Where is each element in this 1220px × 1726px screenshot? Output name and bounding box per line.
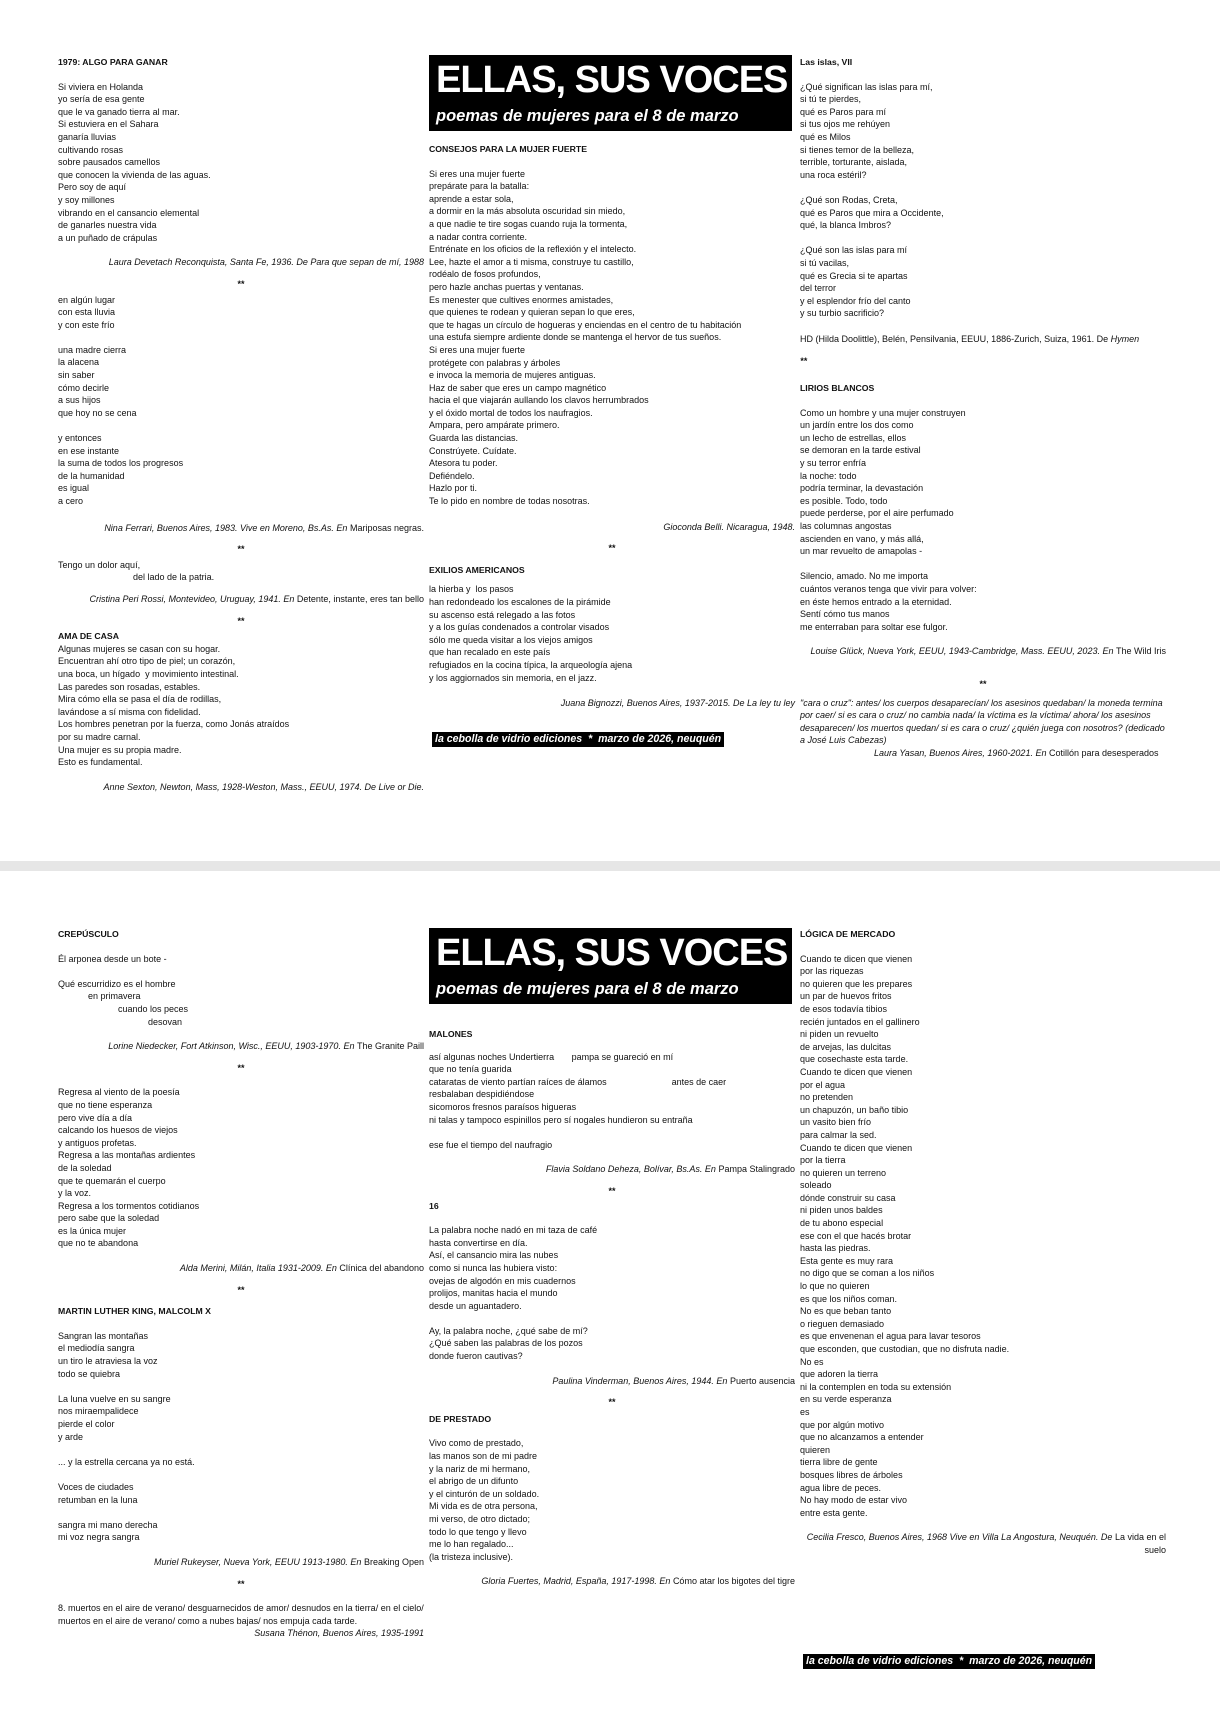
poem-title: 1979: ALGO PARA GANAR bbox=[58, 57, 168, 67]
page2-column-3 bbox=[800, 928, 1169, 1557]
poem-text: así algunas noches Undertierra pampa se guareció en mí que no tenía guarida cataratas de viento partían raíces de álamos antes de caer resbalaban despidiéndose sicomoros fresnos paraísos higueras ni talas y tampoco espinillos pero sí nogales hundieron su entraña ese fue el tiempo del naufragio bbox=[429, 1051, 727, 1150]
poem-title: MARTIN LUTHER KING, MALCOLM X bbox=[58, 1306, 211, 1317]
poem-text: la hierba y los pasos han redondeado los escalones de la pirámide su ascenso está relegado a las fotos y a los guías condenados a controlar visados sólo me queda visitar a los viejos amigos que han recalado en este país refugiados en la cocina típica, la arqueología ajena y los aggiornados sin memoria, en el jazz. bbox=[429, 584, 633, 683]
poem-text: Como un hombre y una mujer construyen un jardín entre los dos como un lecho de estrellas, ellos se demoran en la tarde estival y su terror enfría la noche: todo podría terminar, la devastación es posible. Todo, todo puede perderse, por el aire perfumado las columnas angostas ascienden en vano, y más allá, un mar revuelto de amapolas - Silencio, amado. No me importa cuántos veranos tenga que vivir para volver: en éste hemos entrado a la eternidad. Sentí cómo tus manos me enterraban para soltar ese fulgor. bbox=[800, 407, 977, 632]
poem-title: Las islas, VII bbox=[800, 57, 853, 67]
separator: ** bbox=[237, 544, 245, 555]
work-title: Breaking Open bbox=[363, 1556, 424, 1567]
poem-citation: Laura Devetach Reconquista, Santa Fe, 1936. De Para que sepan de mí, 1988 bbox=[108, 257, 424, 268]
page2-column-1 bbox=[58, 928, 427, 1640]
separator: ** bbox=[237, 1578, 245, 1589]
poem-text: "cara o cruz": antes/ los cuerpos desaparecían/ los asesinos quedaban/ la moneda termina por caer/ si es cara o cruz/ no cambia nada/ la víctima es la víctima/ ahora/ los asesinos desaparecen/ los muertos quedan/ si es cara o cruz/ ¿quién juega con nosotros? (dedicado a José Luis Cabezas) bbox=[800, 697, 1168, 746]
work-title: Pampa Stalingrado bbox=[718, 1164, 795, 1175]
poem-title: AMA DE CASA bbox=[58, 631, 119, 642]
poem-title: LIRIOS BLANCOS bbox=[800, 383, 875, 394]
work-title: The Granite Paill bbox=[356, 1041, 424, 1052]
masthead-title: ELLAS, SUS VOCES bbox=[436, 59, 788, 101]
poem-title: DE PRESTADO bbox=[429, 1413, 492, 1424]
poem-citation: Alda Merini, Milán, Italia 1931-2009. En Clínica del abandono bbox=[179, 1263, 424, 1274]
poem-citation: Laura Yasan, Buenos Aires, 1960-2021. En Cotillón para desesperados bbox=[874, 747, 1159, 758]
poem-citation: Lorine Niedecker, Fort Atkinson, Wisc., EEUU, 1903-1970. En The Granite Paill bbox=[108, 1041, 424, 1052]
poem-text: Sangran las montañas el mediodía sangra un tiro le atraviesa la voz todo se quiebra La luna vuelve en su sangre nos miraempalidece pierde el color y arde ... y la estrella cercana ya no está. Voces de ciudades retumban en la luna sangra mi mano derecha mi voz negra sangra bbox=[58, 1330, 195, 1543]
page1-column-3 bbox=[800, 56, 1166, 760]
masthead bbox=[429, 928, 792, 1004]
page-2 bbox=[0, 871, 1220, 1726]
poem-text: La palabra noche nadó en mi taza de café hasta convertirse en día. Así, el cansancio mira las nubes como si nunca las hubiera visto: ovejas de algodón en mis cuadernos prolijos, manitas hacia el mundo desde un aguantadero. Ay, la palabra noche, ¿qué sabe de mí? ¿Qué saben las palabras de los pozos donde fueron cautivas? bbox=[429, 1225, 598, 1362]
page1-column-2 bbox=[429, 143, 795, 710]
separator: ** bbox=[237, 1284, 245, 1295]
separator: ** bbox=[237, 1062, 245, 1073]
masthead-title: ELLAS, SUS VOCES bbox=[436, 932, 788, 974]
poem-citation: HD (Hilda Doolittle), Belén, Pensilvania, EEUU, 1886-Zurich, Suiza, 1961. De Hymen bbox=[800, 333, 1140, 344]
edition-footer: la cebolla de vidrio ediciones * marzo de 2026, neuquén bbox=[803, 1654, 1095, 1669]
separator: ** bbox=[237, 615, 245, 626]
work-title: The Wild Iris bbox=[1115, 646, 1166, 657]
separator: ** bbox=[608, 1185, 616, 1196]
poem-text: Él arponea desde un bote - Qué escurridizo es el hombre en primavera cuando los peces desovan bbox=[58, 953, 189, 1027]
edition-footer: la cebolla de vidrio ediciones * marzo de 2026, neuquén bbox=[432, 732, 724, 747]
masthead-subtitle: poemas de mujeres para el 8 de marzo bbox=[436, 980, 739, 998]
poem-citation: Anne Sexton, Newton, Mass, 1928-Weston, Mass., EEUU, 1974. De Live or Die. bbox=[103, 781, 424, 792]
work-title: Hymen bbox=[1110, 333, 1140, 344]
poem-text: Algunas mujeres se casan con su hogar. Encuentran ahí otro tipo de piel; un corazón, una boca, un hígado y movimiento intestinal. Las paredes son rosadas, estables. Mira cómo ella se pasa el día de rodillas, lavándose a sí misma con fidelidad. Los hombres penetran por la fuerza, como Jonás atraídos por su madre carnal. Una mujer es su propia madre. Esto es fundamental. bbox=[58, 643, 290, 768]
poem-title: 16 bbox=[429, 1200, 439, 1211]
poem-citation: Louise Glück, Nueva York, EEUU, 1943-Cambridge, Mass. EEUU, 2023. En The Wild Iris bbox=[810, 646, 1166, 657]
poem-text: Si viviera en Holanda yo sería de esa gente que le va ganado tierra al mar. Si estuviera en el Sahara ganaría lluvias cultivando rosas sobre pausados camellos que conocen la vivienda de las aguas. Pero soy de aquí y soy millones vibrando en el cansancio elemental de ganarles nuestra vida a un puñado de crápulas bbox=[58, 81, 211, 243]
poem-citation: Gloria Fuertes, Madrid, España, 1917-1998. En Cómo atar los bigotes del tigre bbox=[481, 1576, 795, 1587]
poem-text: Tengo un dolor aquí, del lado de la patria. bbox=[58, 559, 215, 583]
separator: ** bbox=[979, 678, 987, 689]
poem-title: LÓGICA DE MERCADO bbox=[800, 929, 896, 939]
work-title: La vida en el suelo bbox=[1114, 1532, 1169, 1555]
poem-citation: Juana Bignozzi, Buenos Aires, 1937-2015. De La ley tu ley bbox=[560, 698, 795, 709]
poem-citation: Muriel Rukeyser, Nueva York, EEUU 1913-1980. En Breaking Open bbox=[153, 1556, 424, 1567]
poem-citation: Gioconda Belli. Nicaragua, 1948. bbox=[663, 521, 795, 532]
work-title: Mariposas negras. bbox=[349, 522, 424, 533]
masthead bbox=[429, 55, 792, 131]
work-title: Puerto ausencia bbox=[729, 1375, 795, 1386]
poem-citation: Susana Thénon, Buenos Aires, 1935-1991 bbox=[254, 1628, 424, 1639]
poem-citation: Cecilia Fresco, Buenos Aires, 1968 Vive en Villa La Angostura, Neuquén. De La vida en el suelo bbox=[806, 1532, 1169, 1555]
page-1 bbox=[0, 0, 1220, 861]
poem-text: Regresa al viento de la poesía que no tiene esperanza pero vive día a día calcando los huesos de viejos y antiguos profetas. Regresa a las montañas ardientes de la soledad que te quemarán el cuerpo y la voz. Regresa a los tormentos cotidianos pero sabe que la soledad es la única mujer que no te abandona bbox=[58, 1087, 200, 1249]
poem-citation: Nina Ferrari, Buenos Aires, 1983. Vive en Moreno, Bs.As. En Mariposas negras. bbox=[104, 522, 424, 533]
poem-title: CREPÚSCULO bbox=[58, 929, 119, 939]
page1-column-1 bbox=[58, 56, 424, 793]
poem-text: ¿Qué significan las islas para mí, si tú te pierdes, qué es Paros para mí si tus ojos me rehúyen qué es Milos si tienes temor de la belleza, terrible, torturante, aislada, una roca estéril? ¿Qué son Rodas, Creta, qué es Paros que mira a Occidente, qué, la blanca Imbros? ¿Qué son las islas para mí si tú vacilas, qué es Grecia si te apartas del terror y el esplendor frío del canto y su turbio sacrificio? bbox=[800, 81, 944, 319]
poem-text: Si eres una mujer fuerte prepárate para la batalla: aprende a estar sola, a dormir en la más absoluta oscuridad sin miedo, a que nadie te tire sogas cuando ruja la tormenta, a nadar contra corriente. Entrénate en los oficios de la reflexión y el intelecto. Lee, hazte el amor a ti misma, construye tu castillo, rodéalo de fosos profundos, pero hazle anchas puertas y ventanas. Es menester que cultives enormes amistades, que quienes te rodean y quieran sepan lo que eres, que te hagas un círculo de hogueras y enciendas en el centro de tu habitación una estufa siempre ardiente donde se mantenga el hervor de tus sueños. Si eres una mujer fuerte protégete con palabras y árboles e invoca la memoria de mujeres antiguas. Haz de saber que eres un campo magnético hacia el que viajarán aullando los clavos herrumbrados y el óxido mortal de todos los naufragios. Ampara, pero ampárate primero. Guarda las distancias. Constrúyete. Cuídate. Atesora tu poder. Defiéndelo. Hazlo por ti. Te lo pido en nombre de todas nosotras. bbox=[429, 168, 742, 507]
masthead-subtitle: poemas de mujeres para el 8 de marzo bbox=[436, 107, 739, 125]
poem-citation: Flavia Soldano Deheza, Bolívar, Bs.As. En Pampa Stalingrado bbox=[545, 1164, 795, 1175]
poem-title: EXILIOS AMERICANOS bbox=[429, 564, 525, 575]
poem-text: Vivo como de prestado, las manos son de mi padre y la nariz de mi hermano, el abrigo de un difunto y el cinturón de un soldado. Mi vida es de otra persona, mi verso, de otro dictado; todo lo que tengo y llevo me lo han regalado... (la tristeza inclusive). bbox=[429, 1438, 540, 1562]
work-title: Cómo atar los bigotes del tigre bbox=[672, 1576, 795, 1587]
poem-title: CONSEJOS PARA LA MUJER FUERTE bbox=[429, 144, 587, 154]
separator: ** bbox=[800, 356, 808, 367]
page2-column-2 bbox=[429, 1028, 795, 1588]
poem-text: en algún lugar con esta lluvia y con este frío una madre cierra la alacena sin saber cómo decirle a sus hijos que hoy no se cena y entonces en ese instante la suma de todos los progresos de la humanidad es igual a cero bbox=[58, 294, 184, 506]
separator: ** bbox=[237, 278, 245, 289]
separator: ** bbox=[608, 543, 616, 554]
work-title: Clínica del abandono bbox=[339, 1263, 424, 1274]
poem-citation: Paulina Vinderman, Buenos Aires, 1944. En Puerto ausencia bbox=[552, 1375, 795, 1386]
separator: ** bbox=[608, 1397, 616, 1408]
poem-title: MALONES bbox=[429, 1029, 473, 1039]
poem-text: Cuando te dicen que vienen por las riquezas no quieren que les prepares un par de huevos fritos de esos todavía tibios recién juntados en el gallinero ni piden un revuelto de arvejas, las dulcitas que cosechaste esta tarde. Cuando te dicen que vienen por el agua no pretenden un chapuzón, un baño tibio un vasito bien frío para calmar la sed. Cuando te dicen que vienen por la tierra no quieren un terreno soleado dónde construir su casa ni piden unos baldes de tu abono especial ese con el que hacés brotar hasta las piedras. Esta gente es muy rara no digo que se coman a los niños lo que no quieren es que los niños coman. No es que beban tanto o rieguen demasiado es que envenenan el agua para lavar tesoros que esconden, que custodian, que no disfruta nadie. No es que adoren la tierra ni la contemplen en toda su extensión en su verde esperanza es que por algún motivo que no alcanzamos a entender quieren tierra libre de gente bosques libres de árboles agua libre de peces. No hay modo de estar vivo entre esta gente. bbox=[800, 953, 1010, 1518]
work-title: Cotillón para desesperados bbox=[1048, 747, 1159, 758]
poem-citation: Cristina Peri Rossi, Montevideo, Uruguay, 1941. En Detente, instante, eres tan bello bbox=[89, 593, 424, 604]
work-title: Detente, instante, eres tan bello bbox=[296, 593, 424, 604]
poem-text: 8. muertos en el aire de verano/ desguarnecidos de amor/ desnudos en la tierra/ en el cielo/ muertos en el aire de verano/ como a nubes bajas/ nos empuja cada tarde. bbox=[58, 1603, 427, 1626]
